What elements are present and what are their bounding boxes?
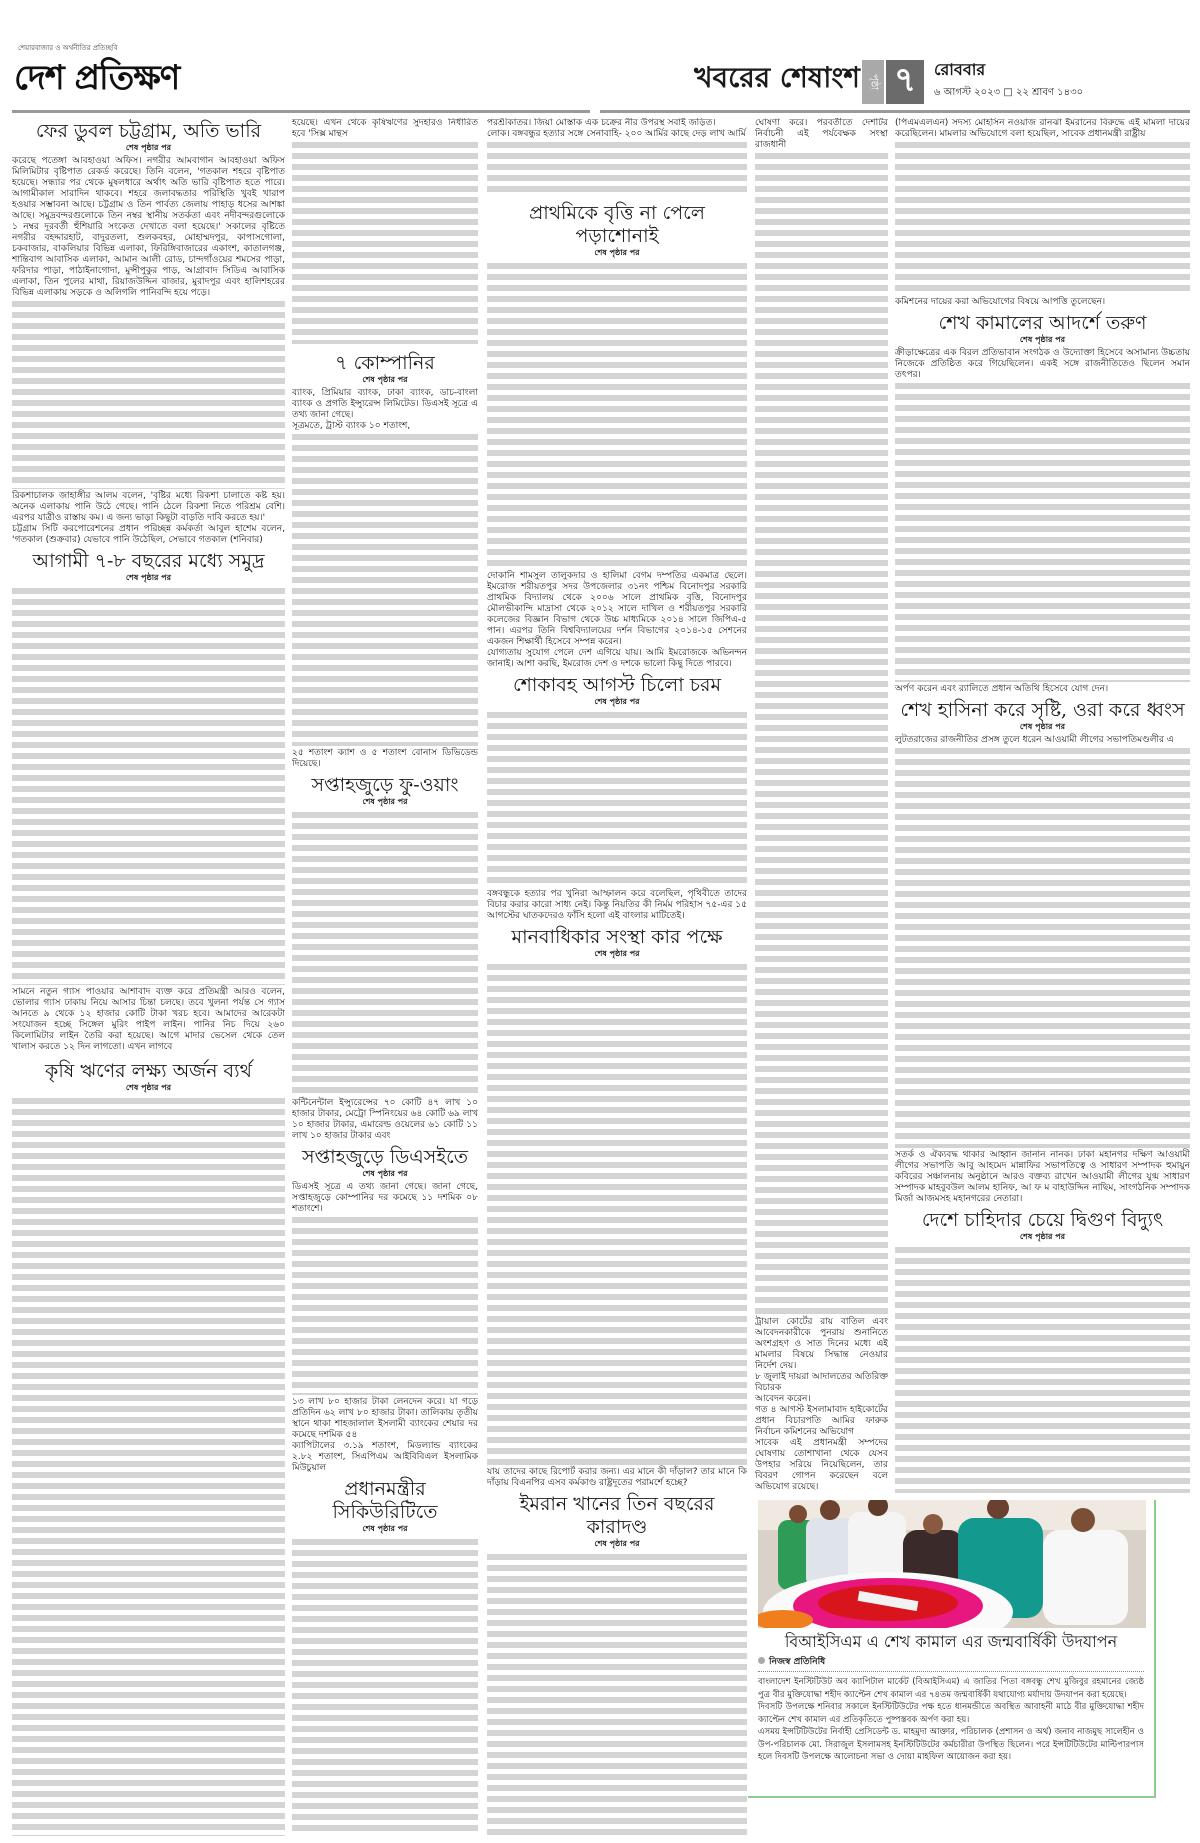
- continued-from-label: শেষ পৃষ্ঠার পর: [125, 143, 172, 152]
- paragraph: ট্রায়াল কোর্টের রায় বাতিল এবং আবেদনকারীকে পুনরায় শুনানিতে অংশগ্রহণ ও সাত দিনের মধ্যে এই মামলার বিষয়ে সিদ্ধান্ত নেওয়ার নির্দেশ দেয়।: [755, 1317, 888, 1371]
- continued-from-label: শেষ পৃষ্ঠার পর: [362, 1169, 408, 1178]
- article-7-companies: [292, 350, 478, 770]
- issue-day: রোববার: [934, 60, 986, 79]
- article-continuation: [487, 118, 747, 198]
- byline-text: নিজস্ব প্রতিনিধি: [769, 1657, 826, 1667]
- paragraph: ঘোষণা করে। পরবর্তীতে দেশটির নির্বাচনী এই পর্যবেক্ষক সংস্থা রাজধানী: [755, 118, 888, 150]
- body-text-block: [895, 1247, 1190, 1493]
- dotted-divider: [758, 1671, 1144, 1672]
- paragraph: লুটতরাজের রাজনীতির প্রসঙ্গ তুলে ধরেন আওয়ামী লীগের সভাপতিমণ্ডলীর এ: [895, 735, 1174, 745]
- article-continuation: [895, 118, 1190, 308]
- issue-date: ৬ আগস্ট ২০২৩ □ ২২ শ্রাবণ ১৪৩০: [934, 87, 1084, 98]
- photo-story-box: [748, 1500, 1156, 1798]
- continued-from-label: শেষ পৃষ্ঠার পর: [594, 248, 640, 257]
- continued-from-label: শেষ পৃষ্ঠার পর: [362, 375, 408, 384]
- section-title: খবরের শেষাংশ: [694, 61, 860, 94]
- page-label: পৃষ্ঠা: [862, 60, 884, 104]
- photo-story-body: [758, 1676, 1144, 1764]
- body-text-block: [292, 1217, 478, 1395]
- article-continuation: [292, 118, 478, 346]
- continued-from-label: শেষ পৃষ্ঠার পর: [362, 797, 408, 806]
- masthead-divider: [12, 110, 590, 113]
- article-headline: ৭ কোম্পানির: [335, 352, 435, 374]
- body-text-block: [755, 153, 888, 1315]
- photo-story-headline: বিআইসিএম এ শেখ কামাল এর জন্মবার্ষিকী উদযাপন: [784, 1632, 1118, 1651]
- continued-from-label: শেষ পৃষ্ঠার পর: [1019, 722, 1066, 731]
- paragraph: ব্যাংক, প্রিমিয়ার ব্যাংক, ঢাকা ব্যাংক, ডাচ-বাংলা ব্যাংক ও প্রগতি ইন্স্যুরেন্স লিমিটেড। ডিএসই সূত্রে এ তথ্য জানা গেছে।: [292, 388, 478, 420]
- article-ctg-rain: [12, 118, 285, 546]
- byline: [758, 1656, 1144, 1668]
- paragraph: চট্টগ্রাম সিটি করপোরেশনের প্রধান পরিচ্ছন্ন কর্মকর্তা আবুল হাশেম বলেন, 'গতকাল (শুক্রবার) যেভাবে পানি উঠেছিল, সেভাবে গতকাল (শনিবার): [12, 524, 285, 545]
- body-text-block: [12, 588, 285, 985]
- paragraph: পরশ্রীকাতর। জিয়া মোস্তাক এক চক্রের নীর উপরস্থ সবাই জড়িত।: [487, 118, 716, 128]
- paragraph: বঙ্গবন্ধুকে হত্যার পর খুনিরা আস্ফালন করে বলেছিল, পৃথিবীতে তাদের বিচার করার কারো সাধ্য নেই। কিন্তু নিয়তির কী নির্মম পরিহাস ৭৫-এর ১৫ আগস্টের ঘাতকদেরও ফাঁসি হলো এই বাংলার মাটিতেই।: [487, 889, 747, 921]
- article-headline: সপ্তাহজুড়ে ফু-ওয়াং: [311, 774, 459, 796]
- article-electricity: [895, 1207, 1190, 1495]
- body-text-block: [487, 712, 747, 887]
- page-number: ৭: [886, 60, 924, 104]
- paragraph: আবেদন করেন।: [755, 1394, 811, 1404]
- masthead-tagline: শেয়ারবাজার ও অর্থনীতির প্রতিচ্ছবি: [18, 44, 118, 52]
- paragraph: যায় তাদের কাছে রিপোর্ট করার জন্য। এর মানে কী দাঁড়াল? তার মানে কি দাঁড়ায় বিএনপির এসব কর্মকাণ্ড রাষ্ট্রদূতের পরামর্শে হচ্ছে?: [487, 1467, 747, 1488]
- article-headline: প্রধানমন্ত্রীর সিকিউরিটিতে: [332, 1478, 438, 1523]
- paragraph: হয়েছে। এখন থেকে কৃষিঋণের সুদহারও নির্ধারিত হবে 'সিক্স মান্থস: [292, 118, 478, 139]
- paragraph: গত ৪ আগস্ট ইসলামাবাদ হাইকোর্টের প্রধান বিচারপতি আমির ফারুক নির্বাচন কমিশনের অভিযোগ: [755, 1405, 888, 1437]
- paragraph: সতর্ক ও ঐক্যবদ্ধ থাকার আহ্বান জানান নানক। ঢাকা মহানগর দক্ষিণ আওয়ামী লীগের সভাপতি আবু আহমেদ মান্নাফির সভাপতিত্বে ও সাধারণ সম্পাদক হুমায়ুন কবিরের সঞ্চালনায় অনুষ্ঠানে আরও বক্তব্য রাখেন আওয়ামী লীগের যুগ্ম সাধারণ সম্পাদক মাহবুবউল আলম হানিফ, আ ফ ম বাহাউদ্দিন নাছিম, সাংগঠনিক সম্পাদক মির্জা আজমসহ মহানগরের নেতারা।: [895, 1150, 1190, 1204]
- article-sheikh-kamal: [895, 310, 1190, 695]
- continued-from-label: শেষ পৃষ্ঠার পর: [594, 1539, 640, 1548]
- continued-from-label: শেষ পৃষ্ঠার পর: [594, 697, 640, 706]
- paragraph: ক্রীড়াক্ষেত্রের এক বিরল প্রতিভাবান সংগঠক ও উদ্যোক্তা হিসেবে অসামান্য উচ্চতায় নিজেকে প্রতিষ্ঠিত করে গিয়েছিলেন। একই সঙ্গে রাজনীতিতেও ছিলেন সমান তৎপর।: [895, 348, 1190, 380]
- article-headline: প্রাথমিকে বৃত্তি না পেলে পড়াশোনাই: [529, 202, 705, 247]
- article-sheikh-hasina: [895, 697, 1190, 1205]
- continued-from-label: শেষ পৃষ্ঠার পর: [1019, 335, 1066, 344]
- paragraph: রিকশাচালক জাহাঙ্গীর আলম বলেন, 'বৃষ্টির মধ্যে রিকশা চালাতে কষ্ট হয়। অনেক এলাকায় পানি উঠে গেছে। পানি ঠেলে রিকশা নিতে পরিশ্রম বেশি। এরপর যাত্রীও রাস্তায় কম। এ জন্য ভাড়া কিছুটা বাড়তি দাবি করতে হয়।': [12, 491, 285, 523]
- article-pm-securities: [292, 1476, 478, 1838]
- continued-from-label: শেষ পৃষ্ঠার পর: [362, 1524, 408, 1533]
- article-fu-wang: [292, 772, 478, 1142]
- body-text-block: [487, 142, 747, 196]
- article-dse-week: [292, 1144, 478, 1474]
- paragraph: (পিএমএলএন) সদস্য মোহসিন নওয়াজ রানঝা ইমরানের বিরুদ্ধে এই মামলা দায়ের করেছিলেন। মামলার অভিযোগে বলা হয়েছিল, সাবেক প্রধানমন্ত্রী রাষ্ট্রীয়: [895, 118, 1190, 139]
- article-headline: ইমরান খানের তিন বছরের কারাদণ্ড: [519, 1493, 715, 1538]
- body-text-block: [487, 964, 747, 1465]
- body-text-block: [487, 263, 747, 569]
- paragraph: সাবেক এই প্রধানমন্ত্রী সম্পদের ঘোষণায় তোশাখানা থেকে যেসব উপহার সরিয়ে নিয়েছিলেন, তার বিবরণ গোপন করেছেন বলে অভিযোগ রয়েছে।: [755, 1438, 888, 1492]
- paragraph: ডিএসই সূত্রে এ তথ্য জানা গেছে। জানা গেছে, সপ্তাহজুড়ে কোম্পানির দর কমেছে ১১ দশমিক ০৮ শতাংশে।: [292, 1182, 478, 1214]
- body-text-block: [12, 301, 285, 489]
- body-text-block: [292, 812, 478, 1096]
- paragraph: ক্যাপিটালের ৩.১৯ শতাংশ, মিডল্যান্ড ব্যাংকের ২.৮২ শতাংশ, সিএপিএম আইবিবিএল ইসলামিক মিউচুয়াল: [292, 1441, 478, 1473]
- bullet-icon: [758, 1657, 765, 1664]
- article-mourning-august: [487, 672, 747, 922]
- paragraph: লোক। বঙ্গবন্ধুর হত্যার সঙ্গে সেনাবাহি- ২০০ আর্মির কাছে দেড় লাখ আর্মি: [487, 129, 746, 139]
- paragraph: দোকানি শামসুল তালুকদার ও হালিমা বেগম দম্পতির একমাত্র ছেলে। ইমরোজ শরীয়তপুর সদর উপজেলার ৩১নং পশ্চিম বিনোদপুর সরকারি প্রাথমিক বিদ্যালয় থেকে ২০০৬ সালে প্রাথমিক বৃত্তি, বিনোদপুর মৌলভীকান্দি মাদ্রাসা থেকে ২০১২ সালে দাখিল ও শরীয়তপুর সরকারি কলেজের বিজ্ঞান বিভাগ থেকে উচ্চ মাধ্যমিকে ২০১৪ সালে জিপিএ-৫ পান। এরপর তিনি বিশ্ববিদ্যালয়ের দর্শন বিভাগের ২০১৪-১৫ সেশনের একজন শিক্ষার্থী হিসেবে সম্পন্ন করেন।: [487, 571, 747, 647]
- paragraph: বাংলাদেশ ইনস্টিটিউট অব ক্যাপিটাল মার্কেট (বিআইসিএম) এ জাতির পিতা বঙ্গবন্ধু শেখ মুজিবুর রহমানের জ্যেষ্ঠ পুত্র বীর মুক্তিযোদ্ধা শহীদ ক্যাপ্টেন শেখ কামাল এর ৭৪তম জন্মবার্ষিকী যথাযোগ্য মর্যাদায় উদযাপন করা হয়েছে।: [758, 1677, 1144, 1700]
- body-text-block: [292, 1539, 478, 1836]
- article-headline: আগামী ৭-৮ বছরের মধ্যে সমুদ্র: [32, 550, 265, 572]
- body-text-block: [12, 1098, 285, 1836]
- newspaper-logo: দেশ প্রতিক্ষণ: [14, 58, 180, 98]
- continued-from-label: শেষ পৃষ্ঠার পর: [125, 1083, 172, 1092]
- body-text-block: [292, 434, 478, 746]
- body-text-block: [895, 142, 1190, 295]
- article-primary-scholarship: [487, 200, 747, 670]
- paragraph: ১৩ লাখ ৮০ হাজার টাকা লেনদেন করে। যা গড়ে প্রতিদিন ৬২ লাখ ৮০ হাজার টাকা। তালিকায় তৃতীয় স্থানে থাকা শাহজালাল ইসলামী ব্যাংকের শেয়ার দর কমেছে দশমিক ৫৪: [292, 1397, 478, 1440]
- paragraph: অর্পণ করেন এবং র‍্যালিতে প্রধান অতিথি হিসেবে যোগ দেন।: [895, 684, 1109, 694]
- article-imran-khan: [487, 1491, 747, 1838]
- masthead-divider: [600, 110, 1190, 113]
- article-continuation: [755, 118, 888, 1493]
- continued-from-label: শেষ পৃষ্ঠার পর: [1019, 1232, 1066, 1241]
- paragraph: যোগ্যতায় সুযোগ পেলে দেশ এগিয়ে যায়। আমি ইমরোজকে অভিনন্দন জানাই। আশা করছি, ইমরোজ দেশ ও দশকে ভালো কিছু দিতে পারবে।: [487, 648, 747, 669]
- paragraph: কমিশনের দায়ের করা অভিযোগের বিষয়ে আপত্তি তুলেছেন।: [895, 297, 1106, 307]
- paragraph: করেছে পতেঙ্গা আবহাওয়া অফিস। নগরীর আমবাগান আবহাওয়া অফিস মিলিমিটার বৃষ্টিপাত রেকর্ড করেছে। তিনি বলেন, 'গতকাল শহরে বৃষ্টিপাত হয়েছে। সন্ধ্যার পর থেকে মুষলধারে অর্থাৎ অতি ভারি বৃষ্টিপাত হতে পারে। আগামীকাল সারাদিন থাকবে। শহরে জলাবদ্ধতার পরিস্থিতি খুবই খারাপ হওয়ার সম্ভাবনা আছে। চট্টগ্রাম ও তিন পার্বত্য জেলায় পাহাড় ধসের আশঙ্কা আছে। সমুদ্রবন্দরগুলোকে তিন নম্বর স্থানীয় সতর্কতা এবং নদীবন্দরগুলোকে ১ নম্বর দূরবর্তী হুঁশিয়ারি সংকেত দেখাতে বলা হয়েছে।' সকালের বৃষ্টিতে নগরীর বহদ্দারহাট, বাদুরতলা, শুলকবহর, মোহাম্মদপুর, কাপাসগোলা, চকবাজার, বাকলিয়ার বিভিন্ন এলাকা, ফিরিঙ্গিবাজারের একাংশ, কাতালগঞ্জ, শান্তিবাগ আবাসিক এলাকা, আমান আলী রোড, চান্দগাঁওয়ের শমসের পাড়া, ফরিদার পাড়া, পাঠাইনাগোদা, মুন্সীপুকুর পাড়, আগ্রাবাদ সিডিএ আবাসিক এলাকা, তিন পুলের মাথা, রিয়াজউদ্দিন বাজার, মুরাদপুর এবং হালিশহরের বিভিন্ন এলাকায় সড়কে ও অলিগলি পানিবন্দি হয়ে পড়ে।: [12, 156, 285, 298]
- paragraph: সামনে নতুন গ্যাস পাওয়ার আশাবাদ ব্যক্ত করে প্রতিমন্ত্রী আরও বলেন, ভোলার গ্যাস ঢাকায় নিয়ে আসার চিন্তা চলছে। তবে খুলনা পর্যন্ত সে গ্যাস আনতে ৯ থেকে ১২ হাজার কোটি টাকা খরচ হবে। আমাদের আরেকটা সংযোজন হচ্ছে সিঙ্গেল মুরিং পাইপ লাইন। পানির নিচ দিয়ে ২৬০ কিলোমিটার লাইন তৈরি করা হয়েছে। আগে মাদার ভেসেল থেকে তেল খালাস করতে ১২ দিন লাগতো। এখন লাগবে: [12, 987, 285, 1052]
- body-text-block: [895, 748, 1190, 1148]
- body-text-block: [895, 383, 1190, 682]
- article-sea-gas: [12, 548, 285, 1053]
- article-headline: শোকাবহ আগস্ট চিলো চরম: [512, 674, 722, 696]
- article-headline: মানবাধিকার সংস্থা কার পক্ষে: [511, 926, 723, 948]
- paragraph: ৮ জুলাই দায়রা আদালতের অতিরিক্ত বিচারক: [755, 1372, 888, 1393]
- article-headline: শেখ কামালের আদর্শে তরুণ: [938, 312, 1147, 334]
- paragraph: এসময় ইন্সটিটিউটের নির্বাহী প্রেসিডেন্ট ড. মাহমুদা আক্তার, পরিচালক (প্রশাসন ও অর্থ) জনাব নাজমুছ সালেহীন ও উপ-পরিচালক মো. সিরাজুল ইসলামসহ ইনস্টিটিউটের কর্মচারীরা উপস্থিত ছিলেন। পরে ইন্সটিটিউটের মাল্টিপারপাস হলে দিবসটি উপলক্ষে আলোচনা সভা ও দোয়া মাহফিল আয়োজন করা হয়।: [758, 1727, 1144, 1762]
- paragraph: দিবসটি উপলক্ষে শনিবার সকালে ইনস্টিটিউটের পক্ষ হতে ধানমন্ডীতে অবস্থিত আবাহনী মাঠে বীর মুক্তিযোদ্ধা শহীদ ক্যাপ্টেন শেখ কামাল এর প্রতিকৃতিতে পুষ্পস্তবক অর্পণ করা হয়।: [758, 1702, 1144, 1725]
- continued-from-label: শেষ পৃষ্ঠার পর: [594, 949, 640, 958]
- article-headline: দেশে চাহিদার চেয়ে দ্বিগুণ বিদ্যুৎ: [921, 1209, 1164, 1231]
- article-headline: কৃষি ঋণের লক্ষ্য অর্জন ব্যর্থ: [45, 1060, 252, 1082]
- article-headline: শেখ হাসিনা করে সৃষ্টি, ওরা করে ধ্বংস: [900, 699, 1185, 721]
- article-agri-loan: [12, 1058, 285, 1838]
- article-headline: সপ্তাহজুড়ে ডিএসইতে: [301, 1146, 469, 1168]
- paragraph: ২৫ শতাংশ ক্যাশ ও ৫ শতাংশ বোনাস ডিভিডেন্ড দিয়েছে।: [292, 748, 478, 769]
- body-text-block: [292, 142, 478, 344]
- article-human-rights: [487, 924, 747, 1489]
- body-text-block: [487, 1554, 747, 1836]
- article-headline: ফের ডুবল চট্টগ্রাম, অতি ভারি: [35, 120, 262, 142]
- paragraph: সূত্রমতে, ট্রাস্ট ব্যাংক ১০ শতাংশ,: [292, 421, 411, 431]
- paragraph: কন্টিনেন্টাল ইন্স্যুরেন্সের ৭০ কোটি ৪৭ লাখ ১০ হাজার টাকার, মেট্রো স্পিনিংয়ের ৬৪ কোটি ৬৯ লাখ ১০ হাজার টাকার, এমারেল্ড ওয়েলের ৬১ কোটি ১১ লাখ ১০ হাজার টাকার এবং: [292, 1098, 478, 1141]
- event-photo: [758, 1500, 1146, 1628]
- continued-from-label: শেষ পৃষ্ঠার পর: [125, 573, 172, 582]
